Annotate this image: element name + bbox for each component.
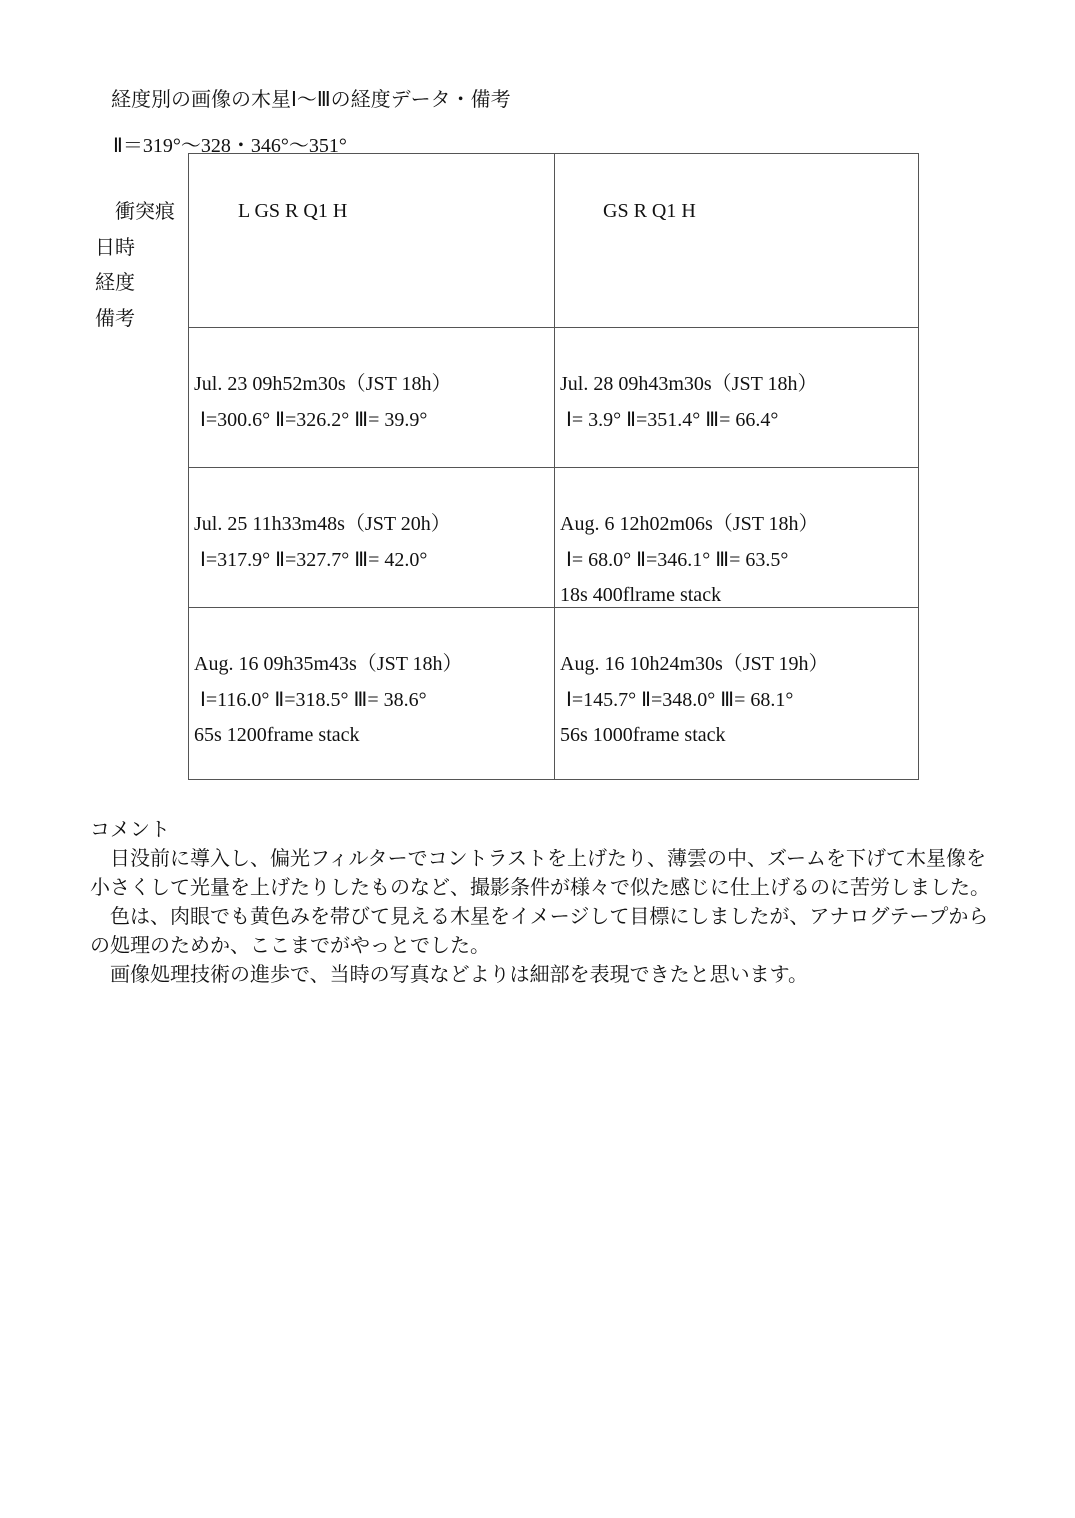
- table-cell: [560, 371, 817, 442]
- cell-longitude: Ⅰ=317.9° Ⅱ=327.7° Ⅲ= 42.0°: [200, 548, 428, 571]
- row-divider: [189, 327, 918, 328]
- cell-date: Aug. 6 12h02m06s（JST 18h）: [560, 513, 819, 535]
- comment-heading: コメント: [90, 817, 170, 841]
- header-left: L GS R Q1 H: [238, 200, 348, 222]
- longitude-range: Ⅱ＝319°～328・346°～351°: [113, 135, 347, 157]
- cell-date: Jul. 28 09h43m30s（JST 18h）: [560, 373, 818, 395]
- cell-longitude: Ⅰ=145.7° Ⅱ=348.0° Ⅲ= 68.1°: [566, 688, 794, 711]
- cell-date: Aug. 16 09h35m43s（JST 18h）: [194, 653, 463, 675]
- label-datetime: 日時: [95, 234, 135, 259]
- label-notes: 備考: [95, 305, 135, 330]
- row-divider: [189, 467, 918, 468]
- comment-paragraph: 日没前に導入し、偏光フィルターでコントラストを上げたり、薄雲の中、ズームを下げて木星像を小さくして光量を上げたりしたものなど、撮影条件が様々で似た感じに仕上げるのに苦労しました。: [90, 846, 990, 899]
- cell-longitude: Ⅰ= 3.9° Ⅱ=351.4° Ⅲ= 66.4°: [566, 408, 779, 431]
- table-cell: [194, 651, 463, 758]
- cell-date: Jul. 25 11h33m48s（JST 20h）: [194, 513, 451, 535]
- cell-date: Jul. 23 09h52m30s（JST 18h）: [194, 373, 452, 395]
- label-impact: 衝突痕: [115, 199, 175, 223]
- data-table: [188, 153, 919, 780]
- table-cell: [560, 651, 829, 758]
- comment-paragraph: 画像処理技術の進歩で、当時の写真などよりは細部を表現できたと思います。: [110, 962, 808, 986]
- page-title: 経度別の画像の木星Ⅰ～Ⅲの経度データ・備考: [111, 87, 511, 111]
- row-labels: [95, 198, 175, 340]
- cell-longitude: Ⅰ=116.0° Ⅱ=318.5° Ⅲ= 38.6°: [200, 688, 427, 711]
- cell-note: 56s 1000frame stack: [560, 724, 726, 746]
- table-cell: [194, 511, 451, 582]
- header-right: GS R Q1 H: [603, 200, 696, 222]
- table-cell: [560, 511, 819, 618]
- cell-longitude: Ⅰ= 68.0° Ⅱ=346.1° Ⅲ= 63.5°: [566, 548, 789, 571]
- cell-date: Aug. 16 10h24m30s（JST 19h）: [560, 653, 829, 675]
- cell-note: 18s 400flrame stack: [560, 584, 722, 606]
- cell-longitude: Ⅰ=300.6° Ⅱ=326.2° Ⅲ= 39.9°: [200, 408, 428, 431]
- table-cell: [194, 371, 451, 442]
- cell-note: 65s 1200frame stack: [194, 724, 360, 746]
- comment-section: [90, 815, 990, 989]
- comment-paragraph: 色は、肉眼でも黄色みを帯びて見える木星をイメージして目標にしましたが、アナログテープからの処理のためか、ここまでがやっとでした。: [90, 904, 989, 957]
- label-longitude: 経度: [95, 270, 135, 294]
